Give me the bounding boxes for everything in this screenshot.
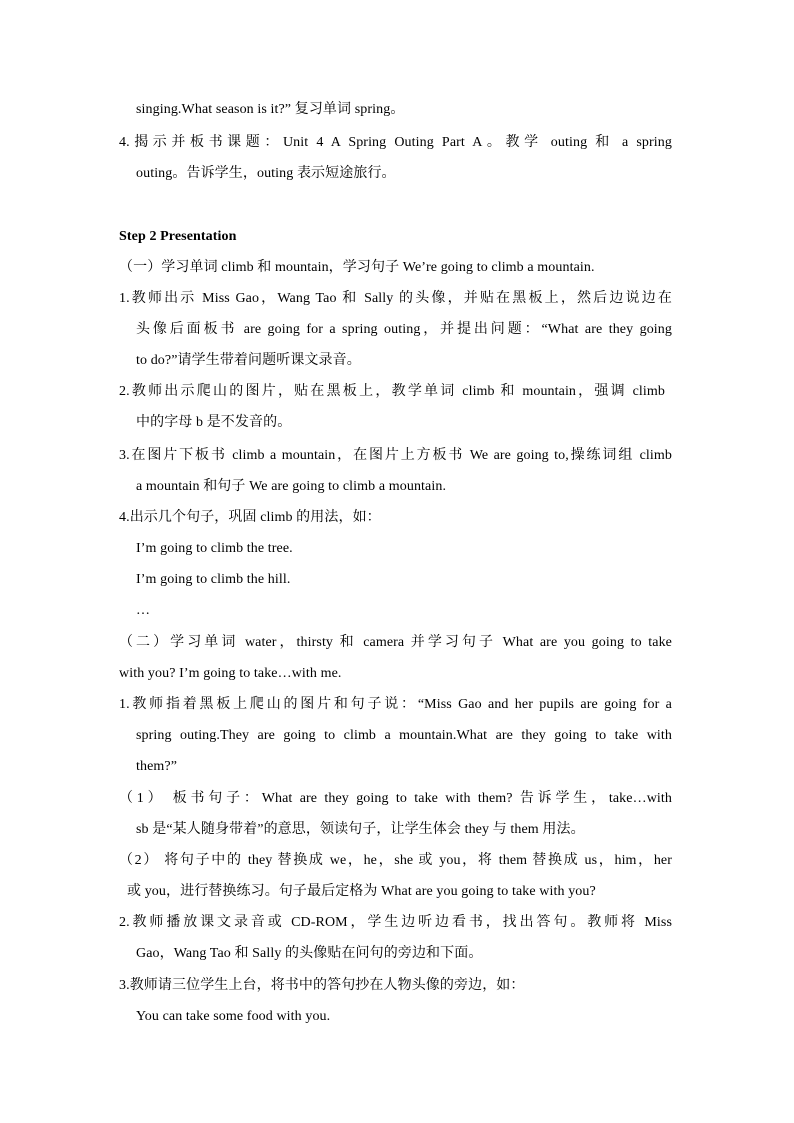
text-line: 2.教师播放课文录音或 CD-ROM，学生边听边看书，找出答句。教师将 Miss (119, 915, 672, 930)
text-line: 3.教师请三位学生上台，将书中的答句抄在人物头像的旁边，如： (119, 978, 525, 993)
text-line: singing.What season is it?” 复习单词 spring。 (136, 102, 405, 117)
text-line: 3.在图片下板书 climb a mountain，在图片上方板书 We are going to,操练词组 climb (119, 448, 672, 463)
text-line: 4.出示几个句子，巩固 climb 的用法，如： (119, 510, 381, 525)
text-line: spring outing.They are going to climb a mountain.What are they going to take with (136, 728, 672, 743)
text-line: 4.揭示并板书课题：Unit 4 A Spring Outing Part A。教学 outing 和 a spring (119, 135, 672, 150)
text-line: with you? I’m going to take…with me. (119, 666, 342, 681)
example-sentence: You can take some food with you. (136, 1009, 331, 1024)
text-line: 2.教师出示爬山的图片，贴在黑板上，教学单词 climb 和 mountain，强调 climb (119, 384, 665, 399)
text-line: them?” (136, 759, 178, 774)
text-line: 1.教师出示 Miss Gao，Wang Tao 和 Sally 的头像，并贴在黑板上，然后边说边在 (119, 291, 672, 306)
text-line: 头像后面板书 are going for a spring outing，并提出问题：“What are they going (136, 322, 672, 337)
text-line: （1） 板书句子：What are they going to take with them? 告诉学生，take…with (119, 791, 672, 806)
text-line: a mountain 和句子 We are going to climb a mountain. (136, 479, 447, 494)
example-sentence: I’m going to climb the hill. (136, 572, 291, 587)
text-line: 或 you，进行替换练习。句子最后定格为 What are you going to take with you? (127, 884, 596, 899)
example-sentence: I’m going to climb the tree. (136, 541, 293, 556)
text-line: （2） 将句子中的 they 替换成 we，he，she 或 you，将 them 替换成 us，him，her (119, 853, 672, 868)
text-line: sb 是“某人随身带着”的意思，领读句子，让学生体会 they 与 them 用法。 (136, 822, 585, 837)
text-line: to do?”请学生带着问题听课文录音。 (136, 353, 361, 368)
text-line: 中的字母 b 是不发音的。 (136, 415, 292, 430)
section-heading: Step 2 Presentation (119, 229, 237, 244)
subsection-heading: （一）学习单词 climb 和 mountain，学习句子 We’re going to climb a mountain. (119, 260, 595, 275)
text-line: Gao，Wang Tao 和 Sally 的头像贴在问句的旁边和下面。 (136, 946, 483, 961)
subsection-heading: （二）学习单词 water，thirsty 和 camera 并学习句子 What are you going to take (119, 635, 672, 650)
text-line: 1.教师指着黑板上爬山的图片和句子说：“Miss Gao and her pupils are going for a (119, 697, 672, 712)
ellipsis-line: … (136, 603, 151, 618)
text-line: outing。告诉学生，outing 表示短途旅行。 (136, 166, 396, 181)
